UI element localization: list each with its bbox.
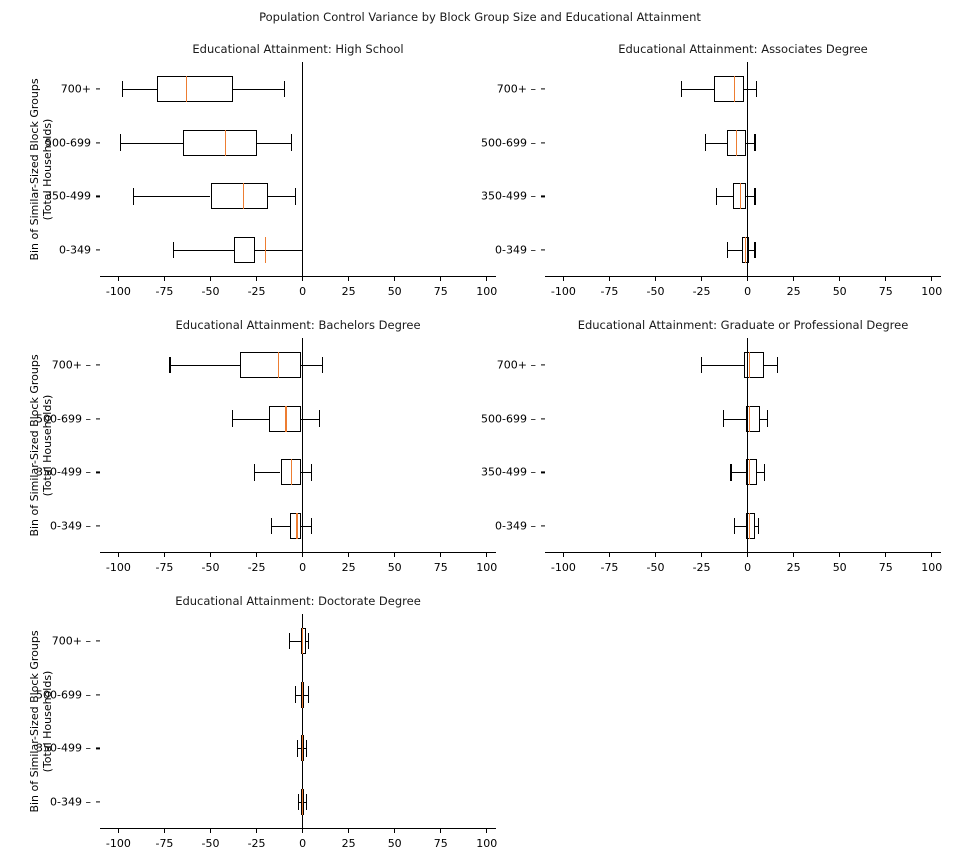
whisker-low [122, 89, 157, 90]
whisker-low [724, 419, 746, 420]
box [744, 352, 764, 378]
x-tick-label: 50 [387, 285, 402, 298]
whisker-high [301, 419, 319, 420]
cap-low [295, 686, 296, 703]
box [746, 459, 757, 485]
x-tick [164, 553, 165, 557]
panel-title: Educational Attainment: High School [192, 42, 404, 56]
cap-high [306, 740, 307, 757]
y-tick-label: 0-349 – [495, 519, 536, 533]
x-tick [394, 829, 395, 833]
x-tick-label: 25 [786, 285, 801, 298]
y-tick-label: 350-499 – [481, 189, 536, 203]
x-tick-label: 75 [878, 285, 893, 298]
y-tick-label: 500-699 – [481, 412, 536, 426]
x-tick [302, 553, 303, 557]
whisker-low [290, 641, 301, 642]
panel-4 [481, 318, 943, 574]
x-tick [440, 829, 441, 833]
x-tick [609, 277, 610, 281]
x-tick [701, 553, 702, 557]
box [157, 76, 233, 102]
x-tick [394, 553, 395, 557]
whisker-low [170, 365, 240, 366]
x-tick [302, 829, 303, 833]
x-tick-label: -100 [105, 561, 131, 574]
x-tick [256, 277, 257, 281]
cap-low [297, 740, 298, 757]
x-tick [793, 277, 794, 281]
x-tick-label: 25 [341, 285, 356, 298]
y-tick-label: 500-699 [45, 136, 91, 150]
median-line [296, 513, 297, 539]
panel-title: Educational Attainment: Associates Degree [618, 42, 868, 56]
cap-high [308, 633, 309, 650]
x-tick [164, 277, 165, 281]
x-tick-label: -100 [550, 561, 576, 574]
figure-title: Population Control Variance by Block Group Size and Educational Attainment [259, 10, 701, 24]
y-axis-label-line2: (Total Households) [41, 394, 54, 497]
cap-high [311, 464, 312, 481]
cap-low [122, 81, 123, 98]
whisker-high [301, 526, 312, 527]
whisker-low [233, 419, 270, 420]
median-line [186, 76, 187, 102]
cap-high [306, 794, 307, 811]
y-axis-label-line1: Bin of Similar-Sized Block Groups [28, 630, 41, 813]
cap-high [767, 410, 768, 427]
x-tick [164, 829, 165, 833]
x-tick [256, 553, 257, 557]
median-line [265, 237, 266, 263]
x-tick-label: 50 [387, 837, 402, 850]
cap-high [322, 357, 323, 374]
x-tick-label: 100 [476, 561, 498, 574]
cap-low [727, 242, 728, 259]
x-tick-label: -100 [550, 285, 576, 298]
x-tick [440, 277, 441, 281]
x-tick-label: -75 [155, 285, 174, 298]
x-tick-label: 0 [299, 561, 307, 574]
x-tick-label: -75 [155, 561, 174, 574]
whisker-low [705, 143, 727, 144]
cap-high [758, 518, 759, 535]
x-tick [655, 553, 656, 557]
x-tick-label: -25 [247, 561, 266, 574]
x-tick-label: -100 [105, 285, 131, 298]
x-tick [885, 553, 886, 557]
x-tick-label: 0 [744, 561, 752, 574]
x-axis [100, 276, 496, 277]
x-tick-label: 50 [832, 285, 847, 298]
whisker-high [257, 143, 292, 144]
x-tick-label: 75 [878, 561, 893, 574]
y-tick-label: 500-699 – [481, 136, 536, 150]
y-tick-label: 350-499 [45, 189, 91, 203]
x-tick-label: -75 [600, 561, 619, 574]
cap-high [319, 410, 320, 427]
cap-low [173, 242, 174, 259]
x-tick [701, 277, 702, 281]
y-tick-label: 0-349 [59, 243, 91, 257]
x-tick-label: 75 [433, 837, 448, 850]
cap-high [754, 134, 755, 151]
x-tick [609, 553, 610, 557]
zero-reference-line [302, 338, 304, 553]
cap-low [232, 410, 233, 427]
cap-low [289, 633, 290, 650]
x-tick-label: -25 [692, 285, 711, 298]
y-tick-label: 350-499 – [36, 741, 91, 755]
x-tick-label: -25 [247, 285, 266, 298]
x-tick [348, 277, 349, 281]
cap-high [777, 357, 778, 374]
cap-low [730, 464, 731, 481]
median-line [749, 406, 750, 432]
x-tick [793, 553, 794, 557]
x-tick [931, 277, 932, 281]
y-tick-label: 0-349 – [50, 795, 91, 809]
median-line [749, 513, 750, 539]
x-tick-label: -50 [201, 285, 220, 298]
whisker-low [716, 196, 733, 197]
x-tick-label: 0 [744, 285, 752, 298]
x-tick-label: -75 [600, 285, 619, 298]
x-tick [486, 553, 487, 557]
y-tick-label: 700+ – [51, 358, 91, 372]
x-tick [931, 553, 932, 557]
x-tick-label: -50 [646, 561, 665, 574]
y-tick-label: 0-349 – [495, 243, 536, 257]
x-tick-label: -25 [692, 561, 711, 574]
x-tick-label: -50 [646, 285, 665, 298]
x-tick [839, 553, 840, 557]
cap-high [295, 188, 296, 205]
x-tick [486, 277, 487, 281]
median-line [302, 682, 303, 708]
x-tick-label: -50 [201, 837, 220, 850]
box [240, 352, 301, 378]
median-line [740, 183, 741, 209]
whisker-low [174, 250, 235, 251]
y-axis-label [28, 614, 54, 829]
whisker-high [268, 196, 296, 197]
median-line [302, 789, 303, 815]
y-tick-label: 700+ [60, 82, 91, 96]
cap-low [734, 518, 735, 535]
cap-low [681, 81, 682, 98]
median-line [278, 352, 279, 378]
x-tick-label: 0 [299, 285, 307, 298]
cap-low [705, 134, 706, 151]
cap-low [716, 188, 717, 205]
median-line [749, 459, 750, 485]
box [234, 237, 254, 263]
y-tick-label: 500-699 – [36, 688, 91, 702]
whisker-high [744, 89, 757, 90]
x-tick [118, 553, 119, 557]
x-tick [885, 277, 886, 281]
y-axis-label-line1: Bin of Similar-Sized Block Groups [28, 354, 41, 537]
x-tick [486, 829, 487, 833]
whisker-high [255, 250, 303, 251]
median-line [736, 130, 737, 156]
median-line [243, 183, 244, 209]
cap-high [754, 188, 755, 205]
x-tick-label: 0 [299, 837, 307, 850]
cap-low [120, 134, 121, 151]
cap-low [701, 357, 702, 374]
y-axis-label-line1: Bin of Similar-Sized Block Groups [28, 78, 41, 261]
x-axis [100, 828, 496, 829]
x-tick-label: -75 [155, 837, 174, 850]
x-tick [394, 277, 395, 281]
x-axis [100, 552, 496, 553]
cap-low [133, 188, 134, 205]
whisker-low [133, 196, 210, 197]
median-line [302, 735, 303, 761]
whisker-high [301, 365, 323, 366]
panel-title: Educational Attainment: Bachelors Degree [175, 318, 421, 332]
whisker-low [681, 89, 714, 90]
x-tick [256, 829, 257, 833]
x-tick [440, 553, 441, 557]
whisker-low [735, 526, 746, 527]
x-tick-label: 100 [921, 561, 943, 574]
cap-high [311, 518, 312, 535]
y-axis-label [28, 62, 54, 277]
x-tick-label: -100 [105, 837, 131, 850]
x-tick-label: 100 [921, 285, 943, 298]
y-axis-label-line2: (Total Households) [41, 118, 54, 221]
whisker-low [702, 365, 744, 366]
median-line [749, 352, 750, 378]
whisker-low [255, 472, 281, 473]
whisker-low [120, 143, 183, 144]
cap-low [254, 464, 255, 481]
x-tick-label: -25 [247, 837, 266, 850]
cap-high [284, 81, 285, 98]
panel-2 [481, 42, 943, 298]
x-tick [563, 277, 564, 281]
x-tick-label: 25 [341, 561, 356, 574]
whisker-low [731, 472, 746, 473]
y-tick-label: 0-349 – [50, 519, 91, 533]
y-tick-label: 700+ – [51, 634, 91, 648]
x-tick-label: 100 [476, 837, 498, 850]
x-tick-label: 25 [341, 837, 356, 850]
x-tick-label: 100 [476, 285, 498, 298]
y-tick-label: 500-699 – [36, 412, 91, 426]
x-axis [545, 552, 941, 553]
cap-low [271, 518, 272, 535]
whisker-high [233, 89, 285, 90]
x-tick-label: 50 [387, 561, 402, 574]
y-tick-label: 350-499 – [481, 465, 536, 479]
box [290, 513, 301, 539]
x-tick [655, 277, 656, 281]
y-axis-label-line2: (Total Households) [41, 670, 54, 773]
whisker-low [271, 526, 289, 527]
x-tick [348, 829, 349, 833]
x-tick [302, 277, 303, 281]
x-tick [118, 277, 119, 281]
x-tick [210, 829, 211, 833]
x-tick [210, 277, 211, 281]
x-tick [210, 553, 211, 557]
box [183, 130, 257, 156]
whisker-high [301, 472, 312, 473]
cap-low [298, 794, 299, 811]
panel-title: Educational Attainment: Graduate or Professional Degree [577, 318, 909, 332]
box [746, 513, 755, 539]
y-tick-label: 700+ – [496, 82, 536, 96]
x-tick-label: 50 [832, 561, 847, 574]
box [714, 76, 743, 102]
x-tick [563, 553, 564, 557]
x-tick [118, 829, 119, 833]
x-tick [747, 277, 748, 281]
panel-title: Educational Attainment: Doctorate Degree [175, 594, 421, 608]
x-tick-label: 75 [433, 561, 448, 574]
cap-high [754, 242, 755, 259]
cap-low [169, 357, 170, 374]
y-axis-label [28, 338, 54, 553]
x-axis [545, 276, 941, 277]
x-tick-label: -50 [201, 561, 220, 574]
cap-high [291, 134, 292, 151]
box [211, 183, 268, 209]
x-tick [839, 277, 840, 281]
median-line [285, 406, 286, 432]
y-tick-label: 700+ – [496, 358, 536, 372]
median-line [734, 76, 735, 102]
cap-high [756, 81, 757, 98]
whisker-low [727, 250, 742, 251]
median-line [745, 237, 746, 263]
y-tick-label: 350-499 – [36, 465, 91, 479]
whisker-high [764, 365, 777, 366]
median-line [302, 628, 303, 654]
cap-high [308, 686, 309, 703]
cap-high [302, 242, 303, 259]
median-line [291, 459, 292, 485]
cap-high [764, 464, 765, 481]
x-tick [747, 553, 748, 557]
cap-low [723, 410, 724, 427]
x-tick-label: 25 [786, 561, 801, 574]
median-line [225, 130, 226, 156]
x-tick-label: 75 [433, 285, 448, 298]
x-tick [348, 553, 349, 557]
